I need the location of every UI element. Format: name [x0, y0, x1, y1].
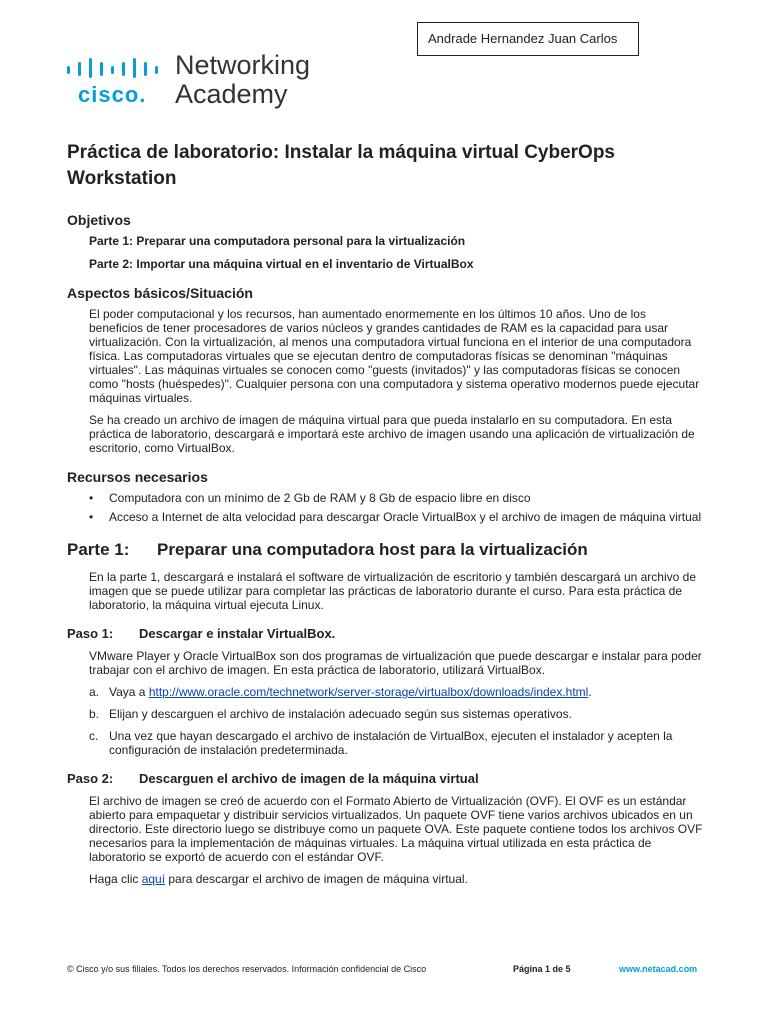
student-name: Andrade Hernandez Juan Carlos	[428, 31, 618, 46]
parte1-number: Parte 1:	[67, 540, 130, 559]
step-text: Elijan y descarguen el archivo de instalación adecuado según sus sistemas operativos.	[109, 707, 572, 721]
footer-page-number: Página 1 de 5	[513, 964, 571, 974]
objetivos-heading: Objetivos	[67, 212, 131, 228]
footer-site-link[interactable]: www.netacad.com	[619, 964, 698, 974]
paso2-number: Paso 2:	[67, 771, 114, 786]
cisco-bars-icon	[67, 58, 167, 78]
paso2-download-line	[89, 872, 703, 886]
objetivo-item: Parte 2: Importar una máquina virtual en el inventario de VirtualBox	[89, 257, 474, 271]
step-marker: a.	[89, 685, 100, 699]
paso1-steps	[89, 685, 703, 757]
download-suffix: para descargar el archivo de imagen de máquina virtual.	[165, 872, 468, 886]
paso1-intro: VMware Player y Oracle VirtualBox son dos programas de virtualización que puede descargar e instalar para poder trabajar con el archivo de imagen. En esta práctica de laboratorio, utilizará VirtualBox.	[89, 649, 702, 677]
image-download-link[interactable]: aquí	[141, 872, 166, 886]
recursos-heading: Recursos necesarios	[67, 469, 208, 485]
parte1-heading	[67, 540, 703, 560]
objetivo-item: Parte 1: Preparar una computadora personal para la virtualización	[89, 234, 466, 248]
document-body	[67, 140, 703, 894]
cisco-wordmark: cisco.	[78, 82, 147, 107]
list-item	[89, 685, 703, 699]
list-item	[89, 729, 703, 757]
logo-academy: Academy	[175, 79, 288, 109]
step-marker: b.	[89, 707, 100, 721]
logo-networking: Networking	[175, 50, 311, 80]
paso1-heading	[67, 626, 703, 641]
recursos-list	[89, 491, 703, 524]
list-item: • Acceso a Internet de alta velocidad para descargar Oracle VirtualBox y el archivo de imagen de máquina virtual	[109, 510, 703, 524]
virtualbox-download-link[interactable]: http://www.oracle.com/technetwork/server-storage/virtualbox/downloads/index.html	[148, 685, 589, 699]
footer-copyright: © Cisco y/o sus filiales. Todos los derechos reservados. Información confidencial de Cisco	[67, 964, 427, 974]
paso1-title: Descargar e instalar VirtualBox.	[139, 626, 336, 641]
step-text: Vaya a	[109, 685, 149, 699]
step-text-suffix: .	[588, 685, 592, 699]
aspectos-heading: Aspectos básicos/Situación	[67, 285, 253, 301]
paso2-intro: El archivo de imagen se creó de acuerdo con el Formato Abierto de Virtualización (OVF). El OVF es un estándar abierto para empaquetar y distribuir servicios virtualizados. Un paquete OVF tiene varios archivos ubicados en un directorio. Este directorio luego se distribuye como un paquete OVA. Este paquete contiene todos los archivos OVF necesarios para la implementación de máquinas virtuales. La máquina virtual utilizada en esta práctica de laboratorio se exportó de acuerdo con el estándar OVF.	[89, 794, 703, 864]
paso1-number: Paso 1:	[67, 626, 114, 641]
paso2-heading	[67, 771, 703, 786]
document-title: Práctica de laboratorio: Instalar la máquina virtual CyberOps Workstation	[67, 142, 616, 189]
step-marker: c.	[89, 729, 99, 743]
cisco-networking-academy-logo	[67, 52, 347, 112]
parte1-intro: En la parte 1, descargará e instalará el software de virtualización de escritorio y también descargará un archivo de imagen que se puede utilizar para completar las prácticas de laboratorio durante el curso. Para esta práctica de laboratorio, la máquina virtual ejecuta Linux.	[89, 570, 696, 612]
aspectos-paragraph: Se ha creado un archivo de imagen de máquina virtual para que pueda instalarlo en su computadora. En esta práctica de laboratorio, descargará e importará este archivo de imagen usando una aplicación de virtualización de escritorio, como VirtualBox.	[89, 413, 695, 455]
step-text: Una vez que hayan descargado el archivo de instalación de VirtualBox, ejecuten el instalador y acepten la configuración de instalación predeterminada.	[109, 729, 673, 757]
aspectos-paragraph: El poder computacional y los recursos, han aumentado enormemente en los últimos 10 años. Uno de los beneficios de tener procesadores de varios núcleos y grandes cantidades de RAM es la capacidad para usar virtualización. Con la virtualización, al menos una computadora virtual funciona en el interior de una computadora física. Las computadoras virtuales que se ejecutan dentro de computadoras físicas se denominan "máquinas virtuales". Las máquinas virtuales se conocen como "guests (invitados)" y las computadoras físicas se conocen como "hosts (huéspedes)". Cualquier persona con una computadora y sistema operativo modernos puede ejecutar máquinas virtuales.	[89, 307, 700, 405]
parte1-title: Preparar una computadora host para la virtualización	[157, 540, 588, 559]
paso2-title: Descarguen el archivo de imagen de la máquina virtual	[139, 771, 479, 786]
download-prefix: Haga clic	[89, 872, 142, 886]
list-item	[89, 707, 703, 721]
student-name-box	[417, 22, 639, 56]
list-item: • Computadora con un mínimo de 2 Gb de RAM y 8 Gb de espacio libre en disco	[109, 491, 703, 505]
